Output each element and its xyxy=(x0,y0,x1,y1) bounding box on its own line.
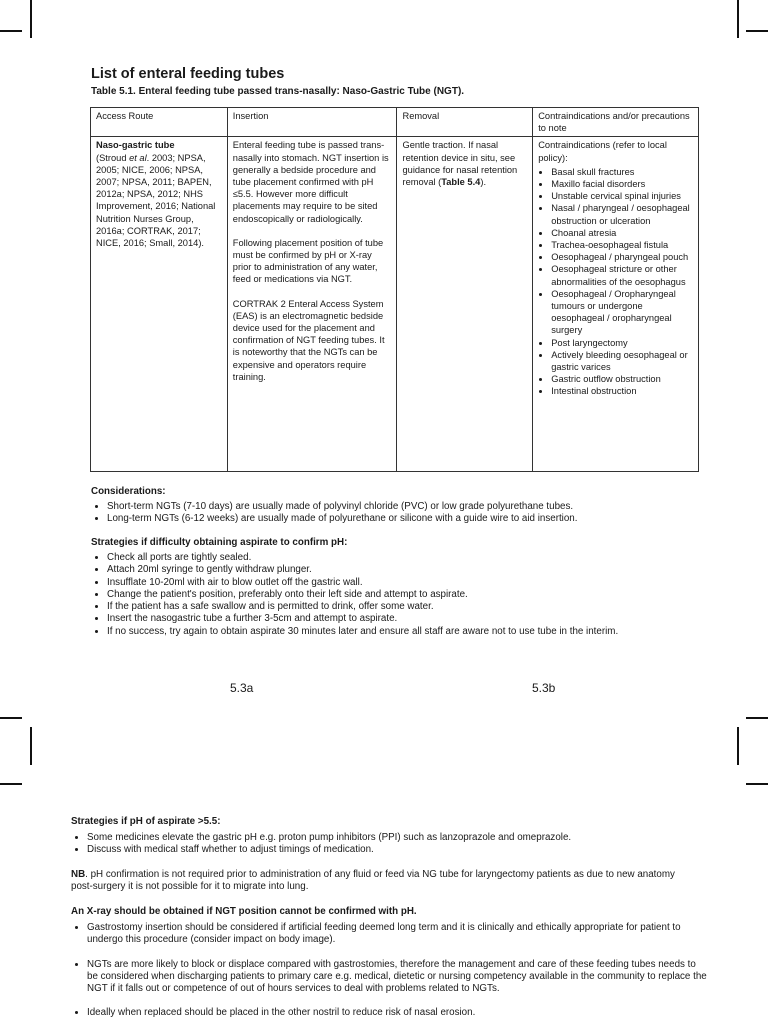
crop-mark xyxy=(30,727,32,765)
route-references: (Stroud et al. 2003; NPSA, 2005; NICE, 2006; NPSA, 2007; NPSA, 2011; BAPEN, 2012a; NPSA, 2012; NHS Improvement, 2016; National Nutrition Nurses Group, 2016a; CORTRAK, 2017; NICE, 2016; Small, 2014). xyxy=(96,152,216,249)
aspirate-strategies-list xyxy=(91,552,727,638)
crop-mark xyxy=(737,0,739,38)
considerations-heading: Considerations: xyxy=(91,486,166,497)
cell-access-route xyxy=(91,137,228,472)
doc-title: List of enteral feeding tubes xyxy=(91,66,285,82)
list-item: • Intestinal obstruction xyxy=(551,385,693,397)
nb-note: NB. pH confirmation is not required prior to administration of any fluid or feed via NG tube for laryngectomy patients as due to new anatomy post-surgery it is not possible for it to migrate into lung. xyxy=(71,869,675,893)
list-item: • Insert the nasogastric tube a further 3-5cm and attempt to aspirate. xyxy=(107,613,727,625)
list-item: • Actively bleeding oesophageal or gastric varices xyxy=(551,349,693,373)
insertion-paragraph: CORTRAK 2 Enteral Access System (EAS) is an electromagnetic bedside device used for the placement and confirmation of NGT feeding tubes. It is noteworthy that the NGTs can be expensive and operators require training. xyxy=(232,298,385,382)
xray-list xyxy=(71,922,707,1020)
list-item: • If no success, try again to obtain aspirate 30 minutes later and ensure all staff are aware not to use tube in the interim. xyxy=(107,626,727,638)
crop-mark xyxy=(746,30,768,32)
list-item: • Discuss with medical staff whether to adjust timings of medication. xyxy=(87,844,707,856)
list-item: • Choanal atresia xyxy=(551,227,693,239)
header-contraindications: Contraindications and/or precautions to note xyxy=(533,108,699,137)
list-item: • Change the patient's position, preferably onto their left side and attempt to aspirate. xyxy=(107,589,727,601)
table-caption: Table 5.1. Enteral feeding tube passed trans-nasally: Naso-Gastric Tube (NGT). xyxy=(91,86,465,97)
crop-mark xyxy=(0,783,22,785)
insertion-paragraph: Enteral feeding tube is passed trans-nasally into stomach. NGT insertion is generally a bedside procedure and tube placement confirmed with pH ≤5.5. However more difficult placements may require to be sited endoscopically or radiologically. xyxy=(232,140,389,224)
list-item: • Maxillo facial disorders xyxy=(551,178,693,190)
header-insertion: Insertion xyxy=(227,108,397,137)
list-item: • Post laryngectomy xyxy=(551,337,693,349)
list-item: • Basal skull fractures xyxy=(551,166,693,178)
list-item: • Nasal / pharyngeal / oesophageal obstruction or ulceration xyxy=(551,202,693,226)
list-item: • Short-term NGTs (7-10 days) are usually made of polyvinyl chloride (PVC) or low grade polyurethane tubes. xyxy=(107,501,727,513)
header-access-route: Access Route xyxy=(91,108,228,137)
list-item: • If the patient has a safe swallow and is permitted to drink, offer some water. xyxy=(107,601,727,613)
xray-heading: An X-ray should be obtained if NGT position cannot be confirmed with pH. xyxy=(71,906,417,917)
list-item: • Ideally when replaced should be placed in the other nostril to reduce risk of nasal erosion. xyxy=(87,1007,707,1019)
crop-mark xyxy=(30,0,32,38)
aspirate-strategies-heading: Strategies if difficulty obtaining aspirate to confirm pH: xyxy=(91,537,348,548)
table-row xyxy=(91,137,699,472)
list-item: • Long-term NGTs (6-12 weeks) are usually made of polyurethane or silicone with a guide wire to aid insertion. xyxy=(107,513,727,525)
cell-contraindications xyxy=(533,137,699,472)
list-item: • Attach 20ml syringe to gently withdraw plunger. xyxy=(107,564,727,576)
header-removal: Removal xyxy=(397,108,533,137)
page-label-right: 5.3b xyxy=(532,681,556,695)
contra-list xyxy=(538,166,693,398)
crop-mark xyxy=(746,717,768,719)
crop-mark xyxy=(0,717,22,719)
insertion-paragraph: Following placement position of tube must be confirmed by pH or X-ray prior to administration of any water, feed or medications via NGT. xyxy=(232,237,384,285)
cell-insertion xyxy=(227,137,397,472)
feeding-tube-table xyxy=(90,107,699,472)
route-name: Naso-gastric tube xyxy=(96,140,175,151)
ph-strategies-list xyxy=(71,832,707,857)
list-item: • Oesophageal stricture or other abnormalities of the oesophagus xyxy=(551,263,693,287)
cell-removal: Gentle traction. If nasal retention device in situ, see guidance for nasal retention removal (Table 5.4). xyxy=(397,137,533,472)
list-item: • Some medicines elevate the gastric pH e.g. proton pump inhibitors (PPI) such as lanzoprazole and omeprazole. xyxy=(87,832,707,844)
considerations-list xyxy=(91,501,727,526)
crop-mark xyxy=(0,30,22,32)
list-item: • NGTs are more likely to block or displace compared with gastrostomies, therefore the management and care of these feeding tubes needs to be considered when discharging patients to primary care e.g. medical, dietetic or nursing competency available in the community to replace the NGT if it falls out or competence of out of hours services to deal with problems related to NGTs. xyxy=(87,959,707,996)
list-item: • Oesophageal / pharyngeal pouch xyxy=(551,251,693,263)
crop-mark xyxy=(746,783,768,785)
list-item: • Oesophageal / Oropharyngeal tumours or undergone oesophageal / oropharyngeal surgery xyxy=(551,288,693,337)
page-label-left: 5.3a xyxy=(230,681,254,695)
list-item: • Unstable cervical spinal injuries xyxy=(551,190,693,202)
list-item: • Gastric outflow obstruction xyxy=(551,373,693,385)
contra-intro: Contraindications (refer to local policy): xyxy=(538,140,667,163)
ph-strategies-heading: Strategies if pH of aspirate >5.5: xyxy=(71,816,221,827)
crop-mark xyxy=(737,727,739,765)
list-item: • Gastrostomy insertion should be considered if artificial feeding deemed long term and it is clinically and ethically appropriate for patient to undergo this procedure (consider impact on body image). xyxy=(87,922,707,947)
list-item: • Trachea-oesophageal fistula xyxy=(551,239,693,251)
table-header-row xyxy=(91,108,699,137)
list-item: • Insufflate 10-20ml with air to blow outlet off the gastric wall. xyxy=(107,577,727,589)
list-item: • Check all ports are tightly sealed. xyxy=(107,552,727,564)
